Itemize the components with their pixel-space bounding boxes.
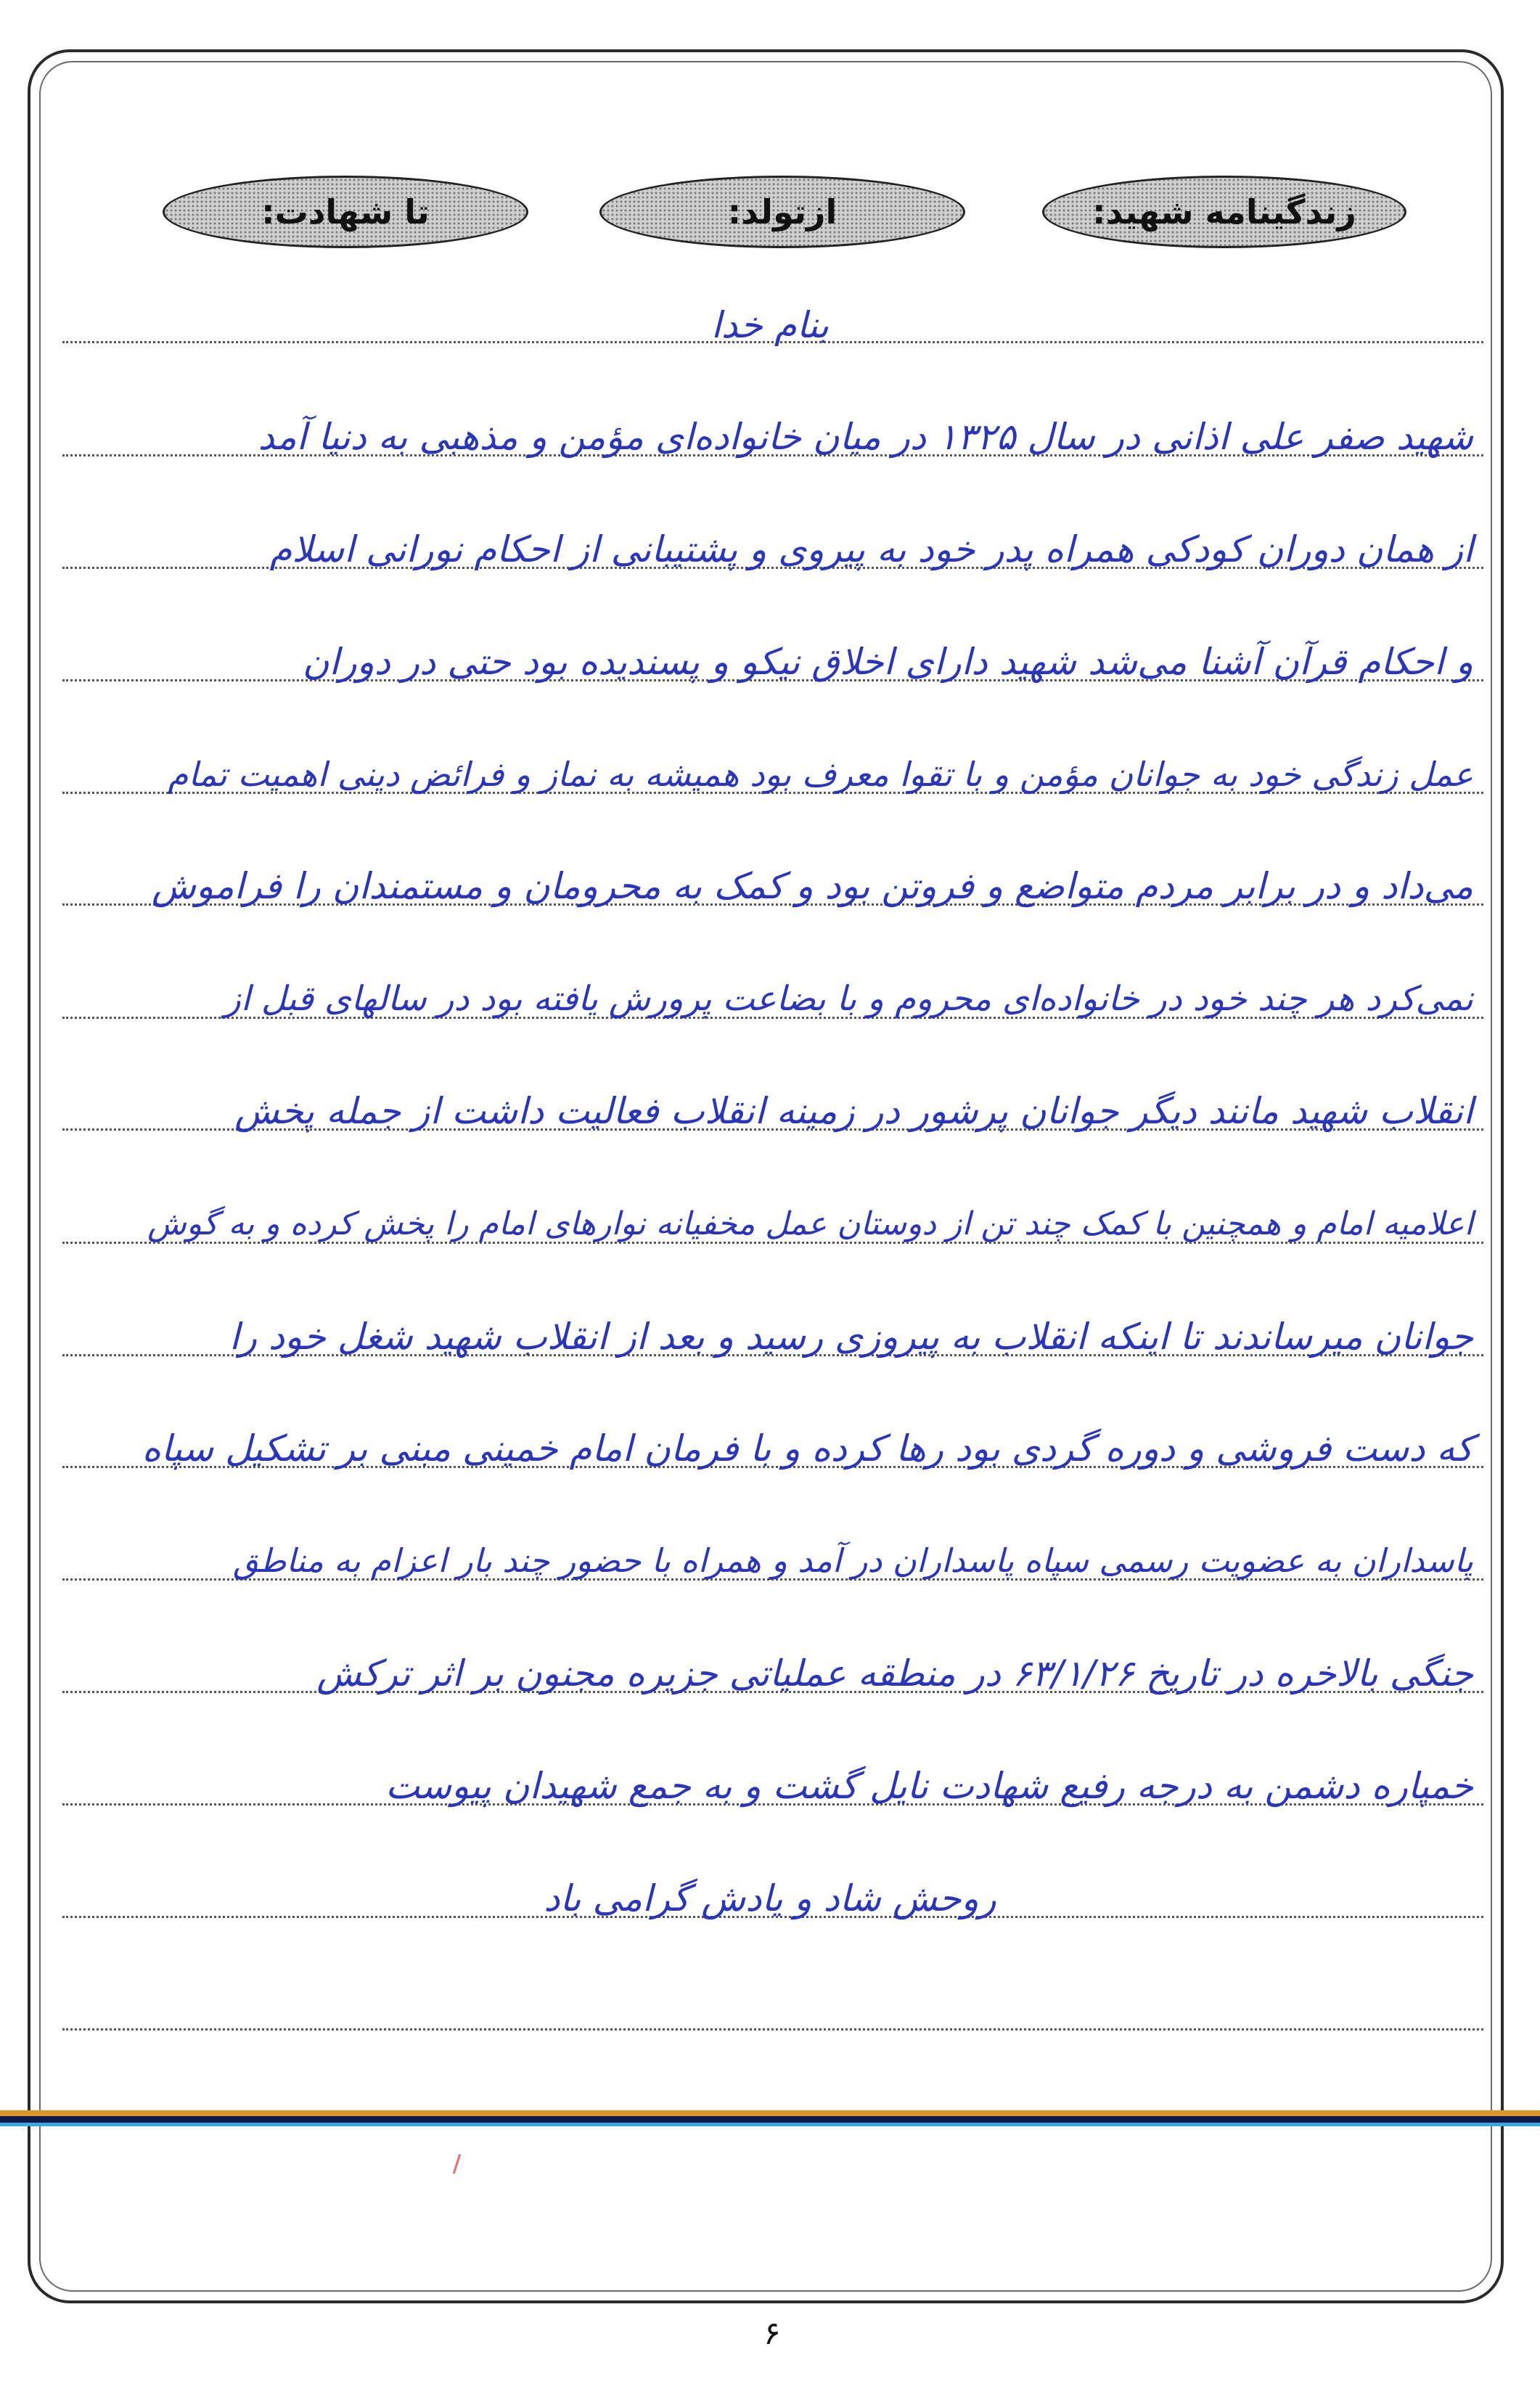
handwritten-line: جنگی بالاخره در تاریخ ۶۳/۱/۲۶ در منطقه عملیاتی جزیره مجنون بر اثر ترکش (316, 1652, 1473, 1694)
handwritten-line: انقلاب شهید مانند دیگر جوانان پرشور در زمینه انقلاب فعالیت داشت از جمله پخش (234, 1090, 1473, 1132)
color-band-blue (0, 2123, 1540, 2126)
handwritten-line: می‌داد و در برابر مردم متواضع و فروتن بود و کمک به محرومان و مستمندان را فراموش (151, 865, 1473, 907)
handwritten-line: که دست فروشی و دوره گردی بود رها کرده و با فرمان امام خمینی مبنی بر تشکیل سپاه (142, 1427, 1473, 1470)
handwritten-closing: روحش شاد و یادش گرامی باد (544, 1877, 996, 1919)
handwritten-line: اعلامیه امام و همچنین با کمک چند تن از دوستان عمل مخفیانه نوارهای امام را پخش کرده و به گوش (147, 1205, 1473, 1242)
handwritten-line: نمی‌کرد هر چند خود در خانواده‌ای محروم و با بضاعت پرورش یافته بود در سالهای قبل از (224, 979, 1473, 1019)
color-band-orange (0, 2110, 1540, 2116)
handwritten-line: جوانان میرساندند تا اینکه انقلاب به پیروزی رسید و بعد از انقلاب شهید شغل خود را (229, 1316, 1473, 1358)
handwritten-line: عمل زندگی خود به جوانان مؤمن و با تقوا معرف بود همیشه به نماز و فرائض دینی اهمیت تمام (168, 755, 1473, 794)
birth-label (599, 176, 965, 248)
ruled-line (62, 2028, 1483, 2030)
handwritten-line: شهید صفر علی اذانی در سال ۱۳۲۵ در میان خانواده‌ای مؤمن و مذهبی به دنیا آمد (258, 416, 1473, 458)
page-number: ۶ (763, 2315, 781, 2352)
handwritten-heading: بنام خدا (710, 304, 830, 346)
martyr-biography-label-text: زندگینامه شهید: (1092, 192, 1356, 231)
handwritten-line: پاسداران به عضویت رسمی سپاه پاسداران در آمد و همراه با حضور چند بار اعزام به مناطق (233, 1541, 1473, 1580)
birth-label-text: ازتولد: (727, 192, 837, 231)
martyrdom-label-text: تا شهادت: (261, 192, 430, 231)
handwritten-line: از همان دوران کودکی همراه پدر خود به پیروی و پشتیبانی از احکام نورانی اسلام (269, 528, 1473, 570)
handwritten-line: خمپاره دشمن به درجه رفیع شهادت نایل گشت و به جمع شهیدان پیوست (385, 1765, 1473, 1807)
page-frame-inner (39, 61, 1492, 2292)
martyrdom-label (163, 176, 528, 248)
color-band-navy (0, 2116, 1540, 2123)
martyr-biography-label (1042, 176, 1406, 248)
handwritten-line: و احکام قرآن آشنا می‌شد شهید دارای اخلاق نیکو و پسندیده بود حتی در دوران (302, 641, 1473, 683)
